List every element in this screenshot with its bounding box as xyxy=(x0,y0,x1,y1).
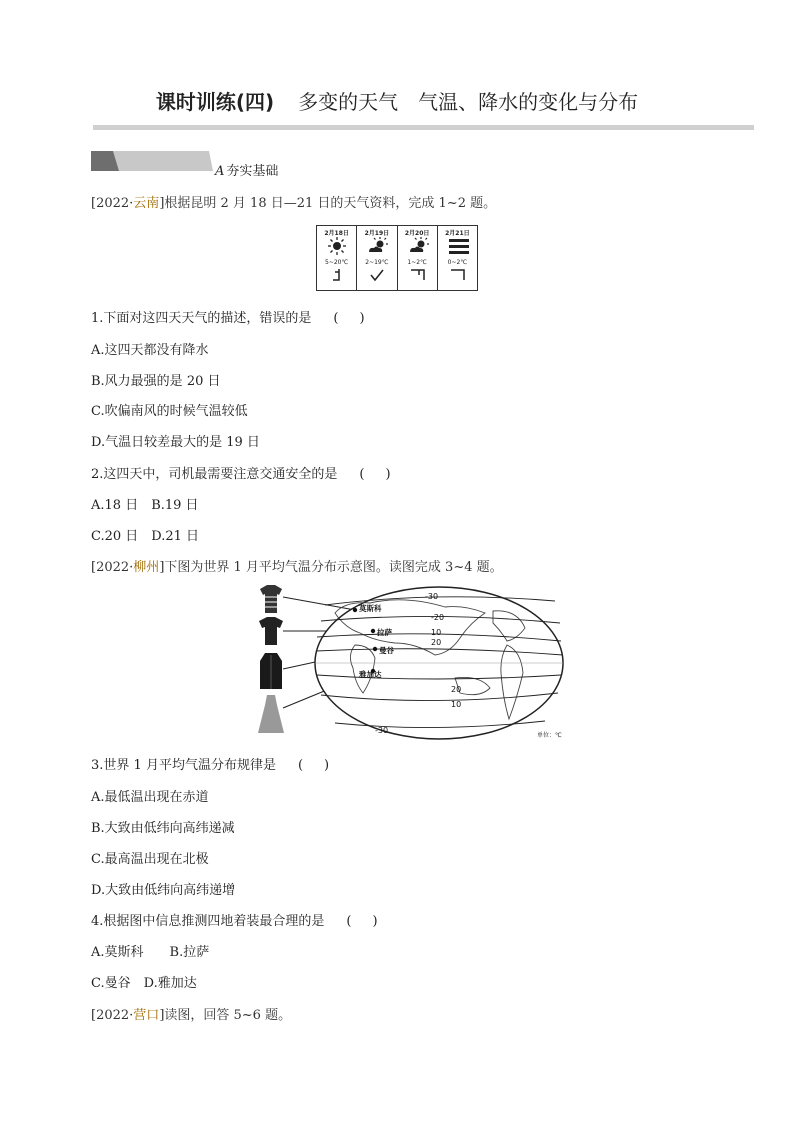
check-mark-icon xyxy=(369,268,385,282)
wind-barb-icon xyxy=(450,268,466,282)
q4-options-row-2: C.曼谷 D.雅加达 xyxy=(91,976,197,991)
q4-options-row-1: A.莫斯科 B.拉萨 xyxy=(91,945,210,960)
question-1-stem: 1.下面对这四天天气的描述，错误的是 ( ) xyxy=(91,311,369,326)
question-2-stem: 2.这四天中，司机最需要注意交通安全的是 ( ) xyxy=(91,467,395,482)
question-4-stem: 4.根据图中信息推测四地着装最合理的是 ( ) xyxy=(91,914,382,929)
q3-option-d: D.大致由低纬向高纬递增 xyxy=(91,883,236,898)
title-divider xyxy=(93,125,754,130)
source-note-1: [2022·云南]根据昆明 2 月 18 日—21 日的天气资料，完成 1~2 题。 xyxy=(91,196,497,211)
svg-text:20: 20 xyxy=(451,685,462,694)
svg-text:-30: -30 xyxy=(425,592,439,601)
weather-day: 2月21日 0~2℃ xyxy=(438,226,477,290)
svg-text:雅加达: 雅加达 xyxy=(359,670,382,679)
t-shirt-icon xyxy=(259,617,283,645)
sun-cloud-icon xyxy=(367,236,389,256)
weather-day: 2月18日 5~20℃ xyxy=(317,226,357,290)
section-label: A 夯实基础 xyxy=(215,164,279,179)
weather-day: 2月19日 2~19℃ xyxy=(357,226,397,290)
q3-option-c: C.最高温出现在北极 xyxy=(91,852,209,867)
sun-cloud-icon xyxy=(408,236,430,256)
world-temperature-map xyxy=(255,583,565,741)
section-banner xyxy=(91,151,213,171)
svg-text:10: 10 xyxy=(451,700,462,709)
svg-text:-30: -30 xyxy=(375,726,389,735)
unit-label: 单位：℃ xyxy=(537,732,562,739)
q2-options-row-2: C.20 日 D.21 日 xyxy=(91,529,200,544)
q3-option-b: B.大致由低纬向高纬递减 xyxy=(91,821,235,836)
q3-option-a: A.最低温出现在赤道 xyxy=(91,790,209,805)
coat-icon xyxy=(260,653,282,689)
source-note-3: [2022·营口]读图，回答 5~6 题。 xyxy=(91,1008,292,1023)
svg-text:20: 20 xyxy=(431,638,442,647)
dress-icon xyxy=(258,695,284,733)
fog-icon xyxy=(448,236,470,256)
svg-text:拉萨: 拉萨 xyxy=(377,628,392,637)
sun-icon xyxy=(327,236,347,256)
wind-barb-icon xyxy=(329,268,345,282)
svg-text:10: 10 xyxy=(431,628,442,637)
question-3-stem: 3.世界 1 月平均气温分布规律是 ( ) xyxy=(91,758,334,773)
svg-text:-20: -20 xyxy=(431,613,445,622)
q1-option-c: C.吹偏南风的时候气温较低 xyxy=(91,404,248,419)
source-note-2: [2022·柳州]下图为世界 1 月平均气温分布示意图。读图完成 3~4 题。 xyxy=(91,560,503,575)
wind-barb-icon xyxy=(410,268,426,282)
page-title: 课时训练(四) 多变的天气 气温、降水的变化与分布 xyxy=(155,90,639,114)
q2-options-row-1: A.18 日 B.19 日 xyxy=(91,498,199,513)
weather-table xyxy=(316,225,478,291)
svg-text:曼谷: 曼谷 xyxy=(379,646,394,655)
q1-option-d: D.气温日较差最大的是 19 日 xyxy=(91,435,260,450)
svg-text:莫斯科: 莫斯科 xyxy=(359,604,382,613)
striped-shirt-icon xyxy=(260,585,282,613)
q1-option-a: A.这四天都没有降水 xyxy=(91,343,209,358)
q1-option-b: B.风力最强的是 20 日 xyxy=(91,374,221,389)
weather-day: 2月20日 1~2℃ xyxy=(398,226,438,290)
